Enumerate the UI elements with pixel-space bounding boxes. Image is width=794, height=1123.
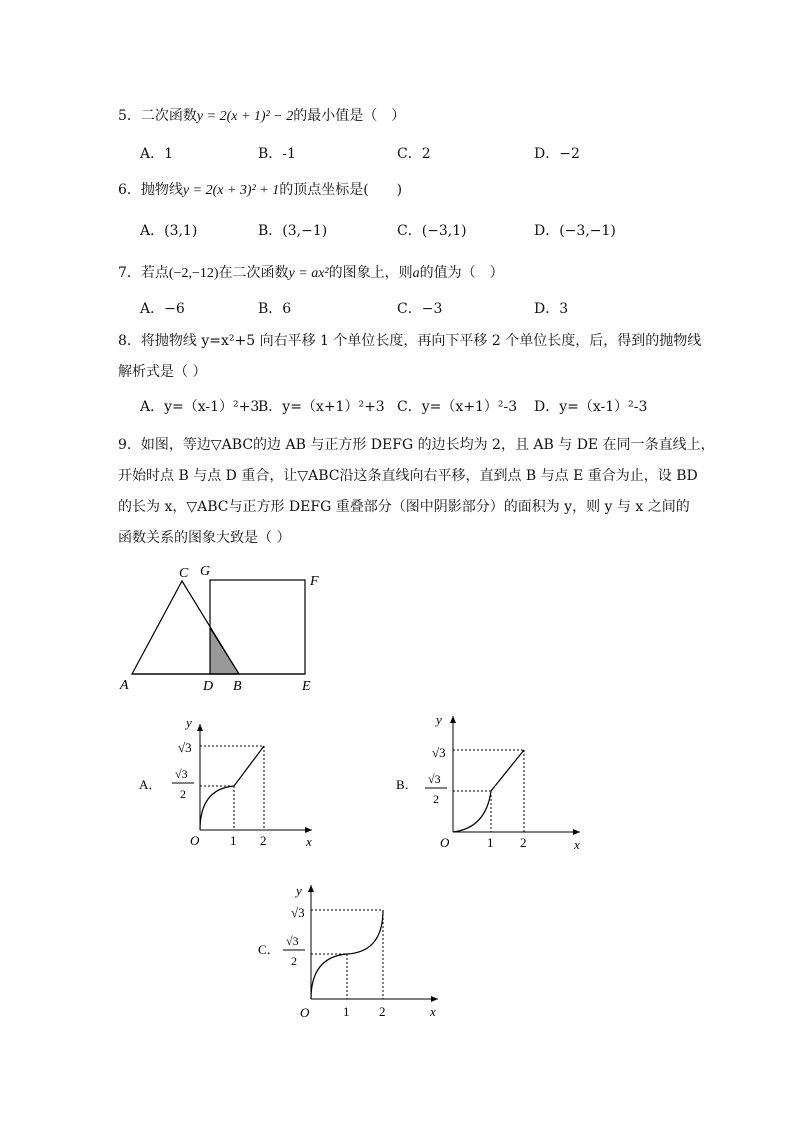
graph-a-y-label: y <box>186 715 192 730</box>
graph-b-x-label: x <box>574 837 580 852</box>
label-a: A <box>120 678 129 693</box>
graph-a-y-mid-num: √3 <box>175 767 188 781</box>
graph-b-y-label: y <box>436 712 442 727</box>
q9-line4: 函数关系的图象大致是（ ） <box>118 530 291 546</box>
q7-option-d[interactable]: D．3 <box>534 301 569 317</box>
graph-a-x-label: x <box>306 834 312 849</box>
q7-var: a <box>412 266 420 281</box>
graph-a-option-label: A． <box>139 777 162 792</box>
q6-formula: y = 2(x + 3)² + 1 <box>182 183 280 198</box>
label-c: C <box>179 566 189 581</box>
graph-c-y-top: √3 <box>291 905 305 920</box>
q7-stem: 7．若点 <box>118 265 169 281</box>
q7-option-a[interactable]: A．−6 <box>140 301 185 317</box>
q6-option-d[interactable]: D．(−3,−1) <box>534 223 616 239</box>
q9-line1: 9．如图，等边▽ABC的边 AB 与正方形 DEFG 的边长均为 2，且 AB 与 DE 在同一条直线上， <box>118 437 715 453</box>
graph-b-y-mid-num: √3 <box>428 772 441 786</box>
q8-option-c[interactable]: C．y=（x+1）²-3 <box>397 399 518 415</box>
q9-line3: 的长为 x，▽ABC与正方形 DEFG 重叠部分（图中阴影部分）的面积为 y，则 y 与 x 之间的 <box>118 499 690 515</box>
graph-b-x-tick-2: 2 <box>520 835 527 850</box>
graph-c-y-label: y <box>296 883 302 898</box>
label-b: B <box>233 679 242 694</box>
q8-option-b[interactable]: B．y=（x+1）²+3 <box>258 399 385 415</box>
graph-b-option-label: B． <box>396 777 418 792</box>
q7-formula: y = ax² <box>288 266 329 281</box>
graph-c-y-mid-num: √3 <box>286 934 299 948</box>
q7-option-b[interactable]: B．6 <box>258 301 292 317</box>
q7-point: (−2,−12) <box>168 266 219 281</box>
label-e: E <box>302 679 311 694</box>
graph-b-y-top: √3 <box>432 745 446 760</box>
q5-option-d[interactable]: D．−2 <box>534 146 580 162</box>
label-f: F <box>310 574 319 589</box>
q5-option-a[interactable]: A．1 <box>140 146 174 162</box>
graph-c-option-label: C． <box>258 942 280 957</box>
q7-mid: 在二次函数 <box>218 265 289 281</box>
q9-line2: 开始时点 B 与点 D 重合，让▽ABC沿这条直线向右平移，直到点 B 与点 E 重合为止，设 BD <box>118 468 698 484</box>
q6-option-a[interactable]: A．(3,1) <box>140 223 198 239</box>
q7-tail2: 的值为（ ） <box>419 265 504 281</box>
q6-option-c[interactable]: C．(−3,1) <box>397 223 467 239</box>
q6-stem: 6．抛物线 <box>118 182 183 198</box>
q8-line2: 解析式是（ ） <box>118 364 207 380</box>
graph-a-y-top: √3 <box>178 740 192 755</box>
q8-line1: 8．将抛物线 y=x²+5 向右平移 1 个单位长度，再向下平移 2 个单位长度，后，得到的抛物线 <box>118 333 702 349</box>
q7-tail1: 的图象上，则 <box>328 265 413 281</box>
q6-tail: 的顶点坐标是( ) <box>279 182 403 198</box>
graph-c-origin: O <box>300 1005 310 1020</box>
graph-c-y-arrow <box>308 885 314 892</box>
label-d: D <box>203 679 214 694</box>
graph-c-x-label: x <box>430 1004 436 1019</box>
q5-option-b[interactable]: B．-1 <box>258 146 296 162</box>
graph-c-x-tick-1: 1 <box>343 1004 350 1019</box>
graph-a-origin: O <box>190 833 200 848</box>
graph-b-y-mid-den: 2 <box>433 792 439 806</box>
q8-option-d[interactable]: D．y=（x-1）²-3 <box>534 399 648 415</box>
q8-option-a[interactable]: A．y=（x-1）²+3 <box>140 399 260 415</box>
q6-option-b[interactable]: B．(3,−1) <box>258 223 328 239</box>
graph-a-x-tick-1: 1 <box>230 833 237 848</box>
graph-b-x-tick-1: 1 <box>487 835 494 850</box>
q5-option-c[interactable]: C．2 <box>397 146 431 162</box>
graph-a-y-mid-den: 2 <box>180 787 186 801</box>
label-g: G <box>200 564 211 579</box>
q5-formula: y = 2(x + 1)² − 2 <box>196 109 294 124</box>
q7-option-c[interactable]: C．−3 <box>397 301 443 317</box>
q5-stem: 5．二次函数 <box>118 108 197 124</box>
graph-a-x-tick-2: 2 <box>260 833 267 848</box>
graph-c-x-arrow <box>431 996 438 1002</box>
graph-c-y-mid-den: 2 <box>291 954 297 968</box>
graph-b-origin: O <box>440 835 450 850</box>
graph-c-x-tick-2: 2 <box>379 1004 386 1019</box>
q5-tail: 的最小值是（ ） <box>293 108 406 124</box>
